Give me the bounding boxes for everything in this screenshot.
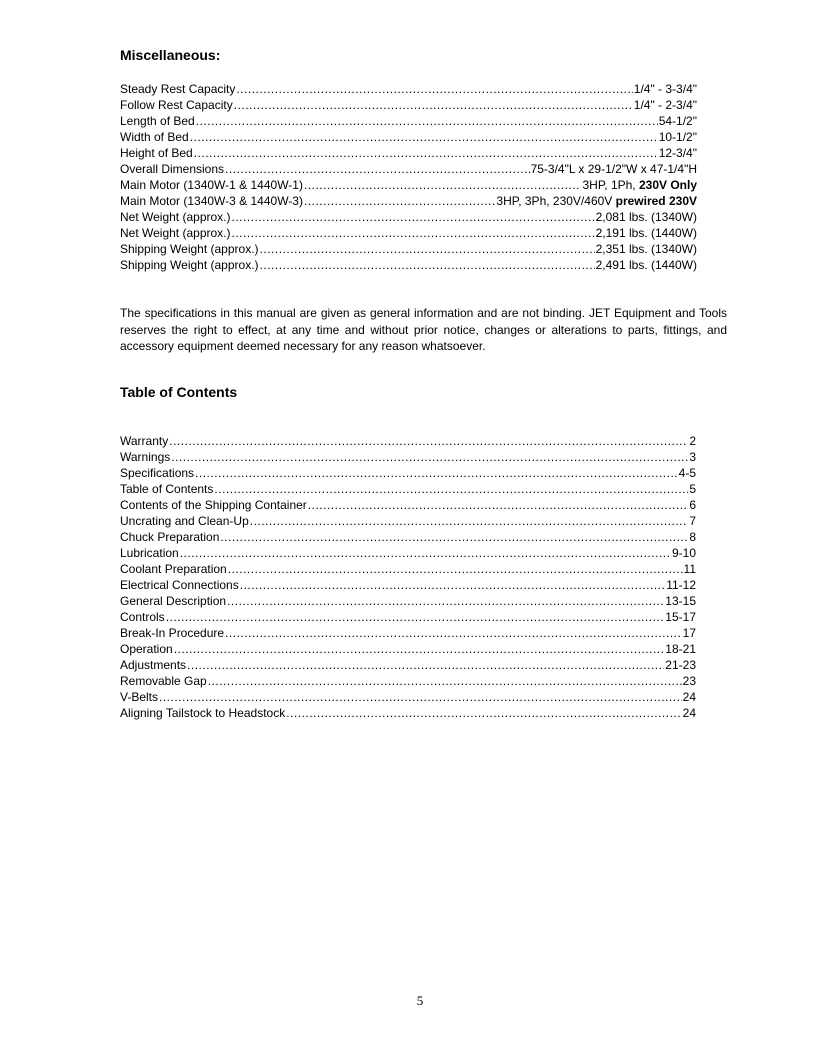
spec-row xyxy=(120,257,697,273)
toc-entry xyxy=(120,497,696,513)
spec-row xyxy=(120,193,697,209)
spec-row xyxy=(120,177,697,193)
dot-leader xyxy=(208,673,682,689)
dot-leader xyxy=(171,449,688,465)
dot-leader xyxy=(308,497,689,513)
dot-leader xyxy=(166,609,665,625)
toc-entry xyxy=(120,673,696,689)
spec-label: Length of Bed xyxy=(120,114,195,128)
toc-entry-page: 24 xyxy=(682,706,696,720)
spec-row xyxy=(120,129,697,145)
spec-label: Shipping Weight (approx.) xyxy=(120,242,259,256)
dot-leader xyxy=(260,241,595,257)
toc-entry-title: Break-In Procedure xyxy=(120,626,225,640)
dot-leader xyxy=(225,161,530,177)
toc-entry-title: Warnings xyxy=(120,450,171,464)
dot-leader xyxy=(187,657,664,673)
toc-entry-page: 5 xyxy=(689,482,696,496)
toc-entry xyxy=(120,561,696,577)
spec-row xyxy=(120,81,697,97)
page-number: 5 xyxy=(416,993,424,1008)
toc-entry-page: 9-10 xyxy=(671,546,696,560)
toc-entry xyxy=(120,609,696,625)
spec-value-text: 1/4" - 3-3/4" xyxy=(633,82,697,96)
spec-row xyxy=(120,113,697,129)
spec-value xyxy=(596,209,697,225)
dot-leader xyxy=(228,561,683,577)
dot-leader xyxy=(196,113,658,129)
toc-entry-title: Lubrication xyxy=(120,546,179,560)
toc-entry-page: 7 xyxy=(689,514,696,528)
dot-leader xyxy=(220,529,688,545)
dot-leader xyxy=(180,545,671,561)
toc-entry-page: 11 xyxy=(683,562,696,576)
spec-value-emphasis: 230V Only xyxy=(638,178,697,192)
spec-value xyxy=(582,177,697,193)
toc-entry-title: Contents of the Shipping Container xyxy=(120,498,307,512)
dot-leader xyxy=(225,625,682,641)
spec-value-text: 12-3/4" xyxy=(658,146,697,160)
toc-entry-title: General Description xyxy=(120,594,227,608)
spec-label: Width of Bed xyxy=(120,130,189,144)
spec-label: Shipping Weight (approx.) xyxy=(120,258,259,272)
spec-value-text: 2,491 lbs. (1440W) xyxy=(595,258,697,272)
toc-entry-title: Electrical Connections xyxy=(120,578,239,592)
spec-value xyxy=(634,97,697,113)
spec-value-text: 75-3/4"L x 29-1/2"W x 47-1/4"H xyxy=(530,162,697,176)
dot-leader xyxy=(232,209,595,225)
spec-row xyxy=(120,161,697,177)
toc-entry xyxy=(120,641,696,657)
toc-entry-title: Warranty xyxy=(120,434,169,448)
toc-entry-page: 13-15 xyxy=(665,594,696,608)
dot-leader xyxy=(169,433,688,449)
specifications-list xyxy=(120,81,697,273)
toc-entry-page: 23 xyxy=(682,674,696,688)
spec-label: Net Weight (approx.) xyxy=(120,226,231,240)
spec-value xyxy=(659,113,697,129)
spec-value-text: 1/4" - 2-3/4" xyxy=(633,98,697,112)
toc-entry-title: Operation xyxy=(120,642,173,656)
toc-entry-title: Specifications xyxy=(120,466,195,480)
spec-label: Steady Rest Capacity xyxy=(120,82,236,96)
spec-value xyxy=(634,81,697,97)
spec-value-text: 3HP, 1Ph, xyxy=(582,178,639,192)
toc-entry-page: 3 xyxy=(689,450,696,464)
spec-label: Follow Rest Capacity xyxy=(120,98,233,112)
spec-row xyxy=(120,225,697,241)
spec-value-text: 2,351 lbs. (1340W) xyxy=(595,242,697,256)
dot-leader xyxy=(234,97,633,113)
table-of-contents-list xyxy=(120,433,696,721)
spec-label: Height of Bed xyxy=(120,146,193,160)
toc-entry-title: Adjustments xyxy=(120,658,187,672)
spec-label: Main Motor (1340W-1 & 1440W-1) xyxy=(120,178,303,192)
toc-entry xyxy=(120,625,696,641)
toc-entry-title: Uncrating and Clean-Up xyxy=(120,514,249,528)
toc-entry-title: Removable Gap xyxy=(120,674,207,688)
dot-leader xyxy=(286,705,681,721)
toc-entry xyxy=(120,593,696,609)
toc-entry-title: Aligning Tailstock to Headstock xyxy=(120,706,286,720)
spec-value xyxy=(659,145,697,161)
toc-entry-title: Chuck Preparation xyxy=(120,530,220,544)
spec-value xyxy=(596,257,697,273)
spec-label: Main Motor (1340W-3 & 1440W-3) xyxy=(120,194,303,208)
dot-leader xyxy=(232,225,595,241)
dot-leader xyxy=(304,177,582,193)
dot-leader xyxy=(260,257,595,273)
toc-entry xyxy=(120,689,696,705)
toc-entry-page: 18-21 xyxy=(665,642,696,656)
toc-entry xyxy=(120,433,696,449)
toc-entry-title: V-Belts xyxy=(120,690,159,704)
disclaimer-paragraph: The specifications in this manual are given as general information and are not binding. JET Equipment and Tools reserves the right to effect, at any time and without prior notice, changes or alterations to parts, fittings, and accessory equipment deemed necessary for any reason whatsoever. xyxy=(120,306,727,353)
spec-row xyxy=(120,241,697,257)
spec-value-text: 2,191 lbs. (1440W) xyxy=(595,226,697,240)
spec-value-text: 3HP, 3Ph, 230V/460V xyxy=(496,194,616,208)
dot-leader xyxy=(190,129,658,145)
spec-value-text: 10-1/2" xyxy=(658,130,697,144)
toc-entry-title: Coolant Preparation xyxy=(120,562,227,576)
toc-entry xyxy=(120,513,696,529)
toc-entry xyxy=(120,577,696,593)
toc-entry-page: 2 xyxy=(689,434,696,448)
spec-value-emphasis: prewired 230V xyxy=(615,194,697,208)
toc-entry-page: 15-17 xyxy=(665,610,696,624)
toc-entry xyxy=(120,465,696,481)
dot-leader xyxy=(250,513,689,529)
spec-value xyxy=(531,161,697,177)
spec-value xyxy=(596,225,697,241)
spec-value-text: 2,081 lbs. (1340W) xyxy=(595,210,697,224)
dot-leader xyxy=(195,465,678,481)
dot-leader xyxy=(227,593,664,609)
spec-row xyxy=(120,145,697,161)
dot-leader xyxy=(194,145,658,161)
toc-entry xyxy=(120,705,696,721)
toc-entry-page: 6 xyxy=(689,498,696,512)
spec-label: Net Weight (approx.) xyxy=(120,210,231,224)
toc-entry-page: 24 xyxy=(682,690,696,704)
dot-leader xyxy=(174,641,665,657)
dot-leader xyxy=(236,81,632,97)
toc-entry-page: 21-23 xyxy=(665,658,696,672)
toc-entry-page: 17 xyxy=(682,626,696,640)
spec-row xyxy=(120,209,697,225)
toc-entry-title: Controls xyxy=(120,610,165,624)
dot-leader xyxy=(159,689,682,705)
toc-entry-page: 8 xyxy=(689,530,696,544)
table-of-contents-heading: Table of Contents xyxy=(120,384,238,400)
toc-entry xyxy=(120,657,696,673)
spec-value-text: 54-1/2" xyxy=(658,114,697,128)
spec-value xyxy=(496,193,697,209)
spec-row xyxy=(120,97,697,113)
toc-entry-page: 11-12 xyxy=(666,578,696,592)
toc-entry xyxy=(120,545,696,561)
toc-entry xyxy=(120,529,696,545)
toc-entry-title: Table of Contents xyxy=(120,482,214,496)
dot-leader xyxy=(240,577,665,593)
miscellaneous-heading: Miscellaneous: xyxy=(120,47,221,63)
toc-entry xyxy=(120,481,696,497)
dot-leader xyxy=(304,193,495,209)
toc-entry xyxy=(120,449,696,465)
spec-value xyxy=(659,129,697,145)
toc-entry-page: 4-5 xyxy=(678,466,696,480)
dot-leader xyxy=(214,481,688,497)
spec-value xyxy=(596,241,697,257)
spec-label: Overall Dimensions xyxy=(120,162,225,176)
